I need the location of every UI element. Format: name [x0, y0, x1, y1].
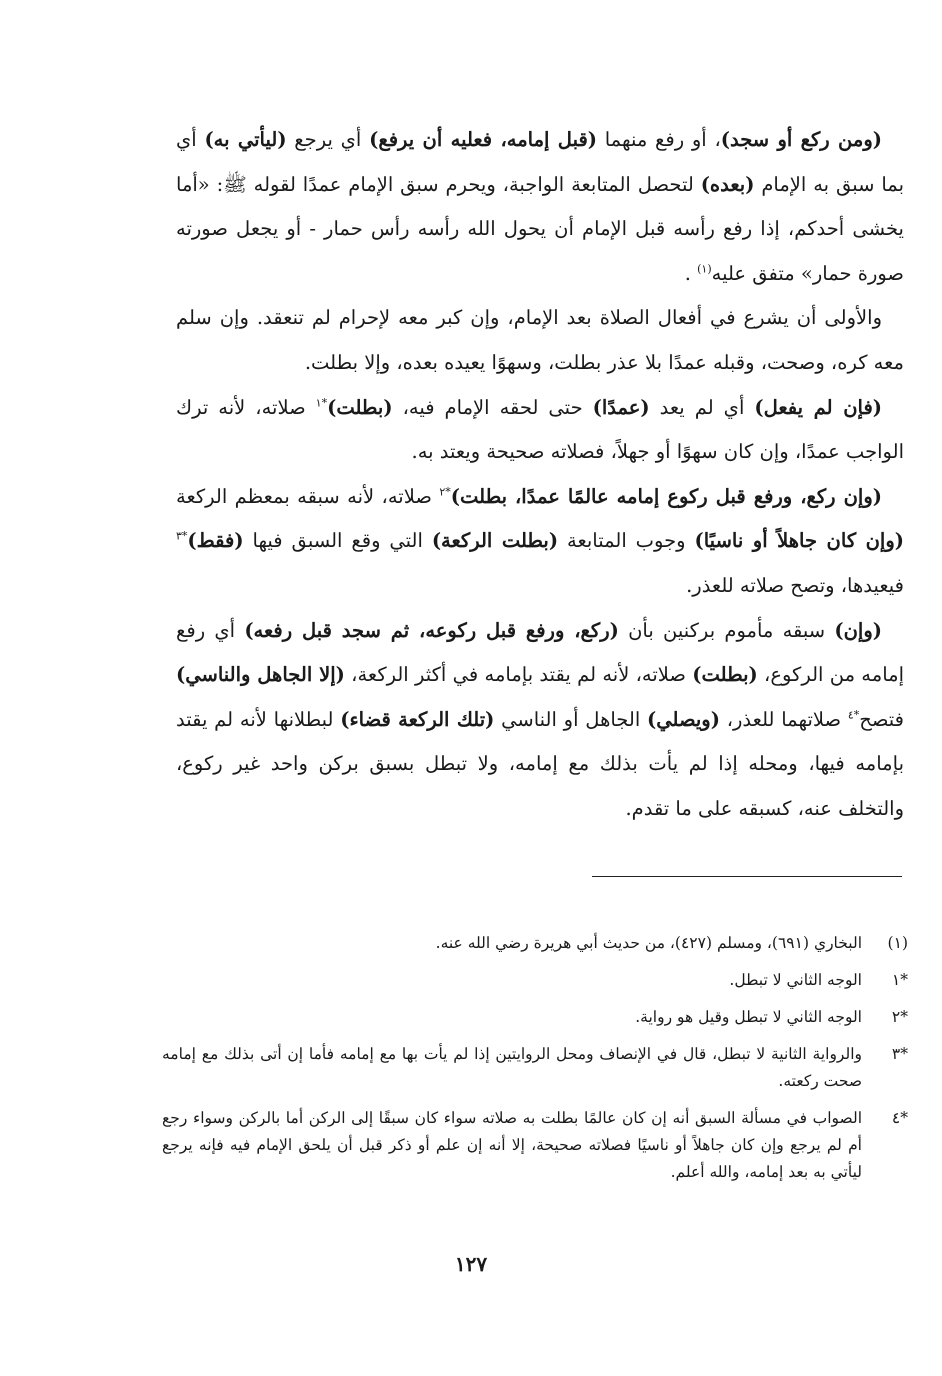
sharh-text: أي لم يعد: [649, 395, 755, 419]
sharh-text: فيعيدها، وتصح صلاته للعذر.: [686, 573, 904, 597]
paragraph-5: [176, 609, 904, 832]
sharh-text: وجوب المتابعة: [558, 529, 695, 553]
matn-phrase: (ركع، ورفع قبل ركوعه، ثم سجد قبل رفعه): [244, 618, 619, 642]
sharh-text: أي بما سبق به الإمام: [176, 128, 904, 196]
matn-phrase: (قبل إمامه، فعليه أن يرفع): [369, 128, 597, 151]
footnote-text: والرواية الثانية لا تبطل، قال في الإنصاف ومحل الروايتين إذا لم يأت بها مع إمامه فأما إن أتى بذلك مع إمامه صحت ركعته.: [162, 1045, 862, 1090]
matn-phrase: (بطلت الركعة): [431, 529, 559, 553]
footnote-text: الصواب في مسألة السبق أنه إن كان عالمًا بطلت به صلاته سواء كان سبقًا إلى الركن أما بالركن وسواء رجع أم لم يرجع وإن كان جاهلاً أو ناسيًا فصلاته صحيحة، إلا أنه إن علم أو ذكر قبل أن يلحق الإمام فيه فإنه يرجع ليأتي به بعد إمامه، والله أعلم.: [162, 1109, 862, 1181]
matn-phrase: (ليأتي به): [204, 128, 287, 151]
footnote-item: [162, 1041, 908, 1095]
matn-phrase: (وإن كان جاهلاً أو ناسيًا): [694, 529, 904, 553]
footnote-ref[interactable]: *٢: [439, 485, 451, 499]
paragraph-1: [176, 118, 904, 296]
matn-phrase: (إلا الجاهل والناسي): [176, 663, 345, 687]
footnote-ref[interactable]: *٣: [176, 529, 188, 543]
sharh-text: فتصح: [859, 707, 904, 731]
matn-phrase: (ومن ركع أو سجد): [720, 128, 882, 151]
paragraph-2: [176, 296, 904, 385]
sharh-text: التي وقع السبق فيها: [243, 529, 432, 553]
sharh-text: صلاتهما للعذر،: [719, 707, 848, 731]
matn-phrase: (فقط): [187, 529, 244, 553]
main-text: [176, 118, 904, 832]
matn-phrase: (ويصلي): [647, 707, 720, 731]
paragraph-3: [176, 386, 904, 475]
matn-phrase: (وإن): [834, 618, 882, 642]
matn-phrase: (بطلت): [327, 395, 393, 419]
paragraph-4: [176, 475, 904, 609]
matn-phrase: (تلك الركعة قضاء): [340, 707, 495, 731]
footnote-mark: *٢: [891, 1008, 908, 1026]
sharh-text: سبقه مأموم بركنين بأن: [618, 618, 835, 642]
footnote-item: [162, 930, 908, 957]
footnote-mark: *٤: [891, 1109, 908, 1127]
sharh-text: لبطلانها لأنه لم يقتد بإمامه فيها، ومحله إذا لم يأت بذلك مع إمامه، ولا تبطل بسبق بركن واحد غير ركوع، والتخلف عنه، كسبقه على ما تقدم.: [176, 707, 904, 820]
matn-phrase: (بعده): [700, 172, 755, 196]
footnote-item: [162, 1105, 908, 1186]
footnote-text: الوجه الثاني لا تبطل وقيل هو رواية.: [635, 1008, 862, 1026]
footnote-text: البخاري (٦٩١)، ومسلم (٤٢٧)، من حديث أبي هريرة رضي الله عنه.: [435, 934, 862, 952]
footnotes: [162, 930, 908, 1196]
sharh-text: صلاته، لأنه لم يقتد بإمامه في أكثر الركعة،: [344, 663, 693, 687]
footnote-item: [162, 967, 908, 994]
sharh-text: حتى لحقه الإمام فيه،: [392, 395, 593, 419]
footnote-mark: *٣: [891, 1045, 908, 1063]
matn-phrase: (فإن لم يفعل): [754, 395, 883, 419]
matn-phrase: (وإن ركع، ورفع قبل ركوع إمامه عالمًا عمدًا، بطلت): [450, 484, 882, 508]
footnote-mark: *١: [891, 971, 908, 989]
sharh-text: صلاته، لأنه ترك الواجب عمدًا، وإن كان سهوًا أو جهلاً، فصلاته صحيحة ويعتد به.: [176, 395, 904, 464]
sharh-text: صلاته، لأنه سبقه بمعظم الركعة: [176, 484, 440, 508]
matn-phrase: (عمدًا): [592, 395, 650, 419]
sharh-text: أي رفع إمامه من الركوع،: [176, 618, 904, 687]
footnote-ref[interactable]: *٤: [847, 708, 860, 722]
sharh-text: ، أو رفع منهما: [597, 128, 721, 151]
footnote-text: الوجه الثاني لا تبطل.: [729, 971, 862, 989]
footnote-item: [162, 1004, 908, 1031]
footnote-ref[interactable]: *١: [315, 396, 328, 410]
page-number: ١٢٧: [454, 1252, 488, 1276]
footnote-ref[interactable]: (١): [697, 262, 712, 276]
footnote-separator: [592, 876, 902, 877]
sharh-text: أي يرجع: [286, 128, 370, 151]
sharh-text: .: [684, 261, 698, 285]
footnote-mark: (١): [887, 934, 908, 952]
sharh-text: الجاهل أو الناسي: [494, 707, 648, 731]
sharh-text: لتحصل المتابعة الواجبة، ويحرم سبق الإمام عمدًا لقوله ﷺ: «أما يخشى أحدكم، إذا رفع رأسه قبل الإمام أن يحول الله رأسه رأس حمار - أو يجعل صورته صورة حمار» متفق عليه: [176, 172, 904, 285]
matn-phrase: (بطلت): [692, 663, 758, 687]
sharh-text: والأولى أن يشرع في أفعال الصلاة بعد الإمام، وإن كبر معه لإحرام لم تنعقد. وإن سلم معه كره، وصحت، وقبله عمدًا بلا عذر بطلت، وسهوًا يعيده بعده، وإلا بطلت.: [176, 306, 904, 374]
